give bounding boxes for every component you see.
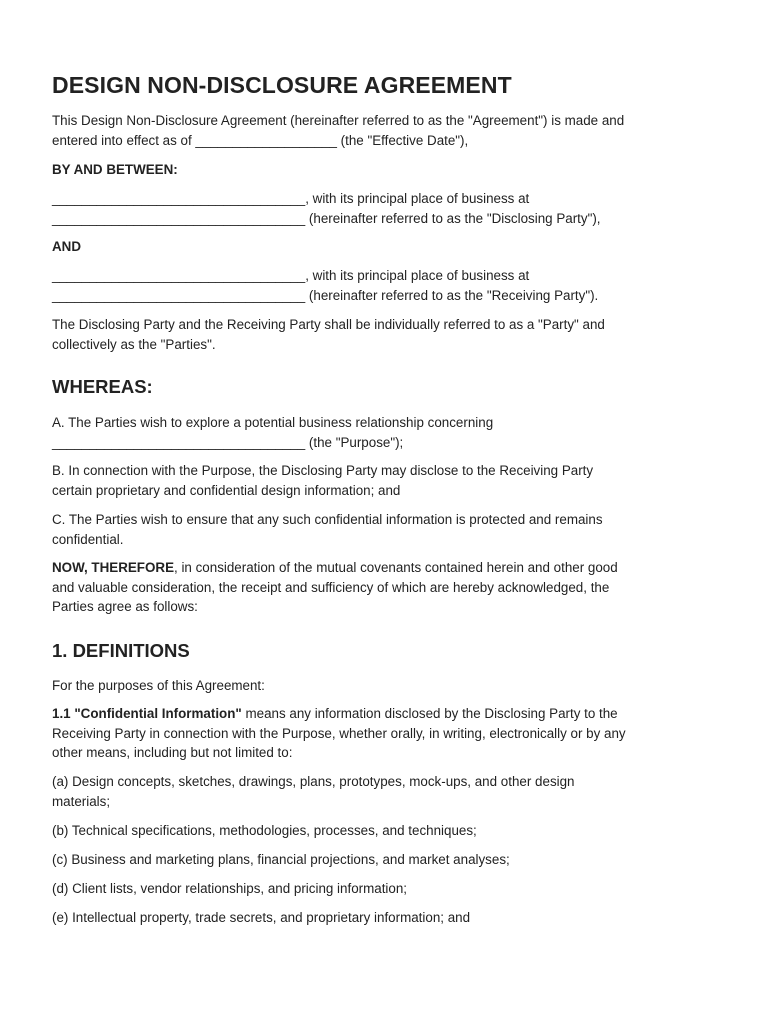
definitions-intro: For the purposes of this Agreement: xyxy=(52,678,265,693)
whereas-b-line-2: certain proprietary and confidential design information; and xyxy=(52,482,401,498)
ci-term-bold: 1.1 "Confidential Information" xyxy=(52,706,242,721)
whereas-c-line-2: confidential. xyxy=(52,531,124,547)
ci-item-d: (d) Client lists, vendor relationships, and pricing information; xyxy=(52,881,408,896)
ci-line-1-rest: means any information disclosed by the Disclosing Party to the xyxy=(241,706,618,721)
ci-item-a-line-1: (a) Design concepts, sketches, drawings, plans, prototypes, mock-ups, and other design xyxy=(52,774,575,789)
whereas-c-line-1: C. The Parties wish to ensure that any such confidential information is protected and remains xyxy=(52,512,603,527)
parties-line-2: collectively as the "Parties". xyxy=(52,336,216,352)
ci-item-a-line-2: materials; xyxy=(52,793,111,809)
whereas-a-paragraph xyxy=(52,413,732,452)
intro-line-2: entered into effect as of ___________________ (the "Effective Date"), xyxy=(52,132,469,148)
disclosing-party-line-1: __________________________________, with its principal place of business at xyxy=(52,191,530,206)
ci-line-3: other means, including but not limited to: xyxy=(52,745,293,760)
now-therefore-line-2: and valuable consideration, the receipt and sufficiency of which are hereby acknowledged, the xyxy=(52,579,610,595)
whereas-b-line-1: B. In connection with the Purpose, the Disclosing Party may disclose to the Receiving Party xyxy=(52,463,594,478)
ci-item-e: (e) Intellectual property, trade secrets, and proprietary information; and xyxy=(52,910,471,925)
ci-item-b: (b) Technical specifications, methodologies, processes, and techniques; xyxy=(52,823,477,838)
whereas-a-line-2: __________________________________ (the "Purpose"); xyxy=(52,434,404,450)
ci-line-1 xyxy=(52,704,732,724)
whereas-b-paragraph xyxy=(52,461,732,500)
ci-item-c: (c) Business and marketing plans, financial projections, and market analyses; xyxy=(52,852,510,867)
whereas-heading: WHEREAS: xyxy=(52,376,153,397)
now-therefore-line-1-rest: , in consideration of the mutual covenants contained herein and other good xyxy=(174,560,618,575)
by-and-between-label: BY AND BETWEEN: xyxy=(52,162,178,177)
whereas-c-paragraph xyxy=(52,510,732,549)
receiving-party-line-1: __________________________________, with its principal place of business at xyxy=(52,268,530,283)
receiving-party-paragraph xyxy=(52,266,732,305)
ci-item-a xyxy=(52,772,732,811)
receiving-party-line-2: __________________________________ (hereinafter referred to as the "Receiving Party"). xyxy=(52,287,599,303)
definitions-heading: 1. DEFINITIONS xyxy=(52,640,190,661)
confidential-information-paragraph xyxy=(52,704,732,763)
parties-line-1: The Disclosing Party and the Receiving Party shall be individually referred to as a "Party" and xyxy=(52,317,605,332)
now-therefore-line-3: Parties agree as follows: xyxy=(52,599,198,614)
intro-paragraph xyxy=(52,111,732,150)
parties-definition-paragraph xyxy=(52,315,732,354)
now-therefore-bold: NOW, THEREFORE xyxy=(52,560,175,575)
ci-line-2: Receiving Party in connection with the Purpose, whether orally, in writing, electronically or by any xyxy=(52,725,626,741)
disclosing-party-line-2: __________________________________ (hereinafter referred to as the "Disclosing Party"), xyxy=(52,210,601,226)
disclosing-party-paragraph xyxy=(52,189,732,228)
now-therefore-paragraph xyxy=(52,558,732,617)
and-label: AND xyxy=(52,239,82,254)
document-title: DESIGN NON-DISCLOSURE AGREEMENT xyxy=(52,72,512,98)
whereas-a-line-1: A. The Parties wish to explore a potential business relationship concerning xyxy=(52,415,494,430)
now-therefore-line-1 xyxy=(52,558,732,578)
intro-line-1: This Design Non-Disclosure Agreement (hereinafter referred to as the "Agreement") is made and xyxy=(52,113,625,128)
